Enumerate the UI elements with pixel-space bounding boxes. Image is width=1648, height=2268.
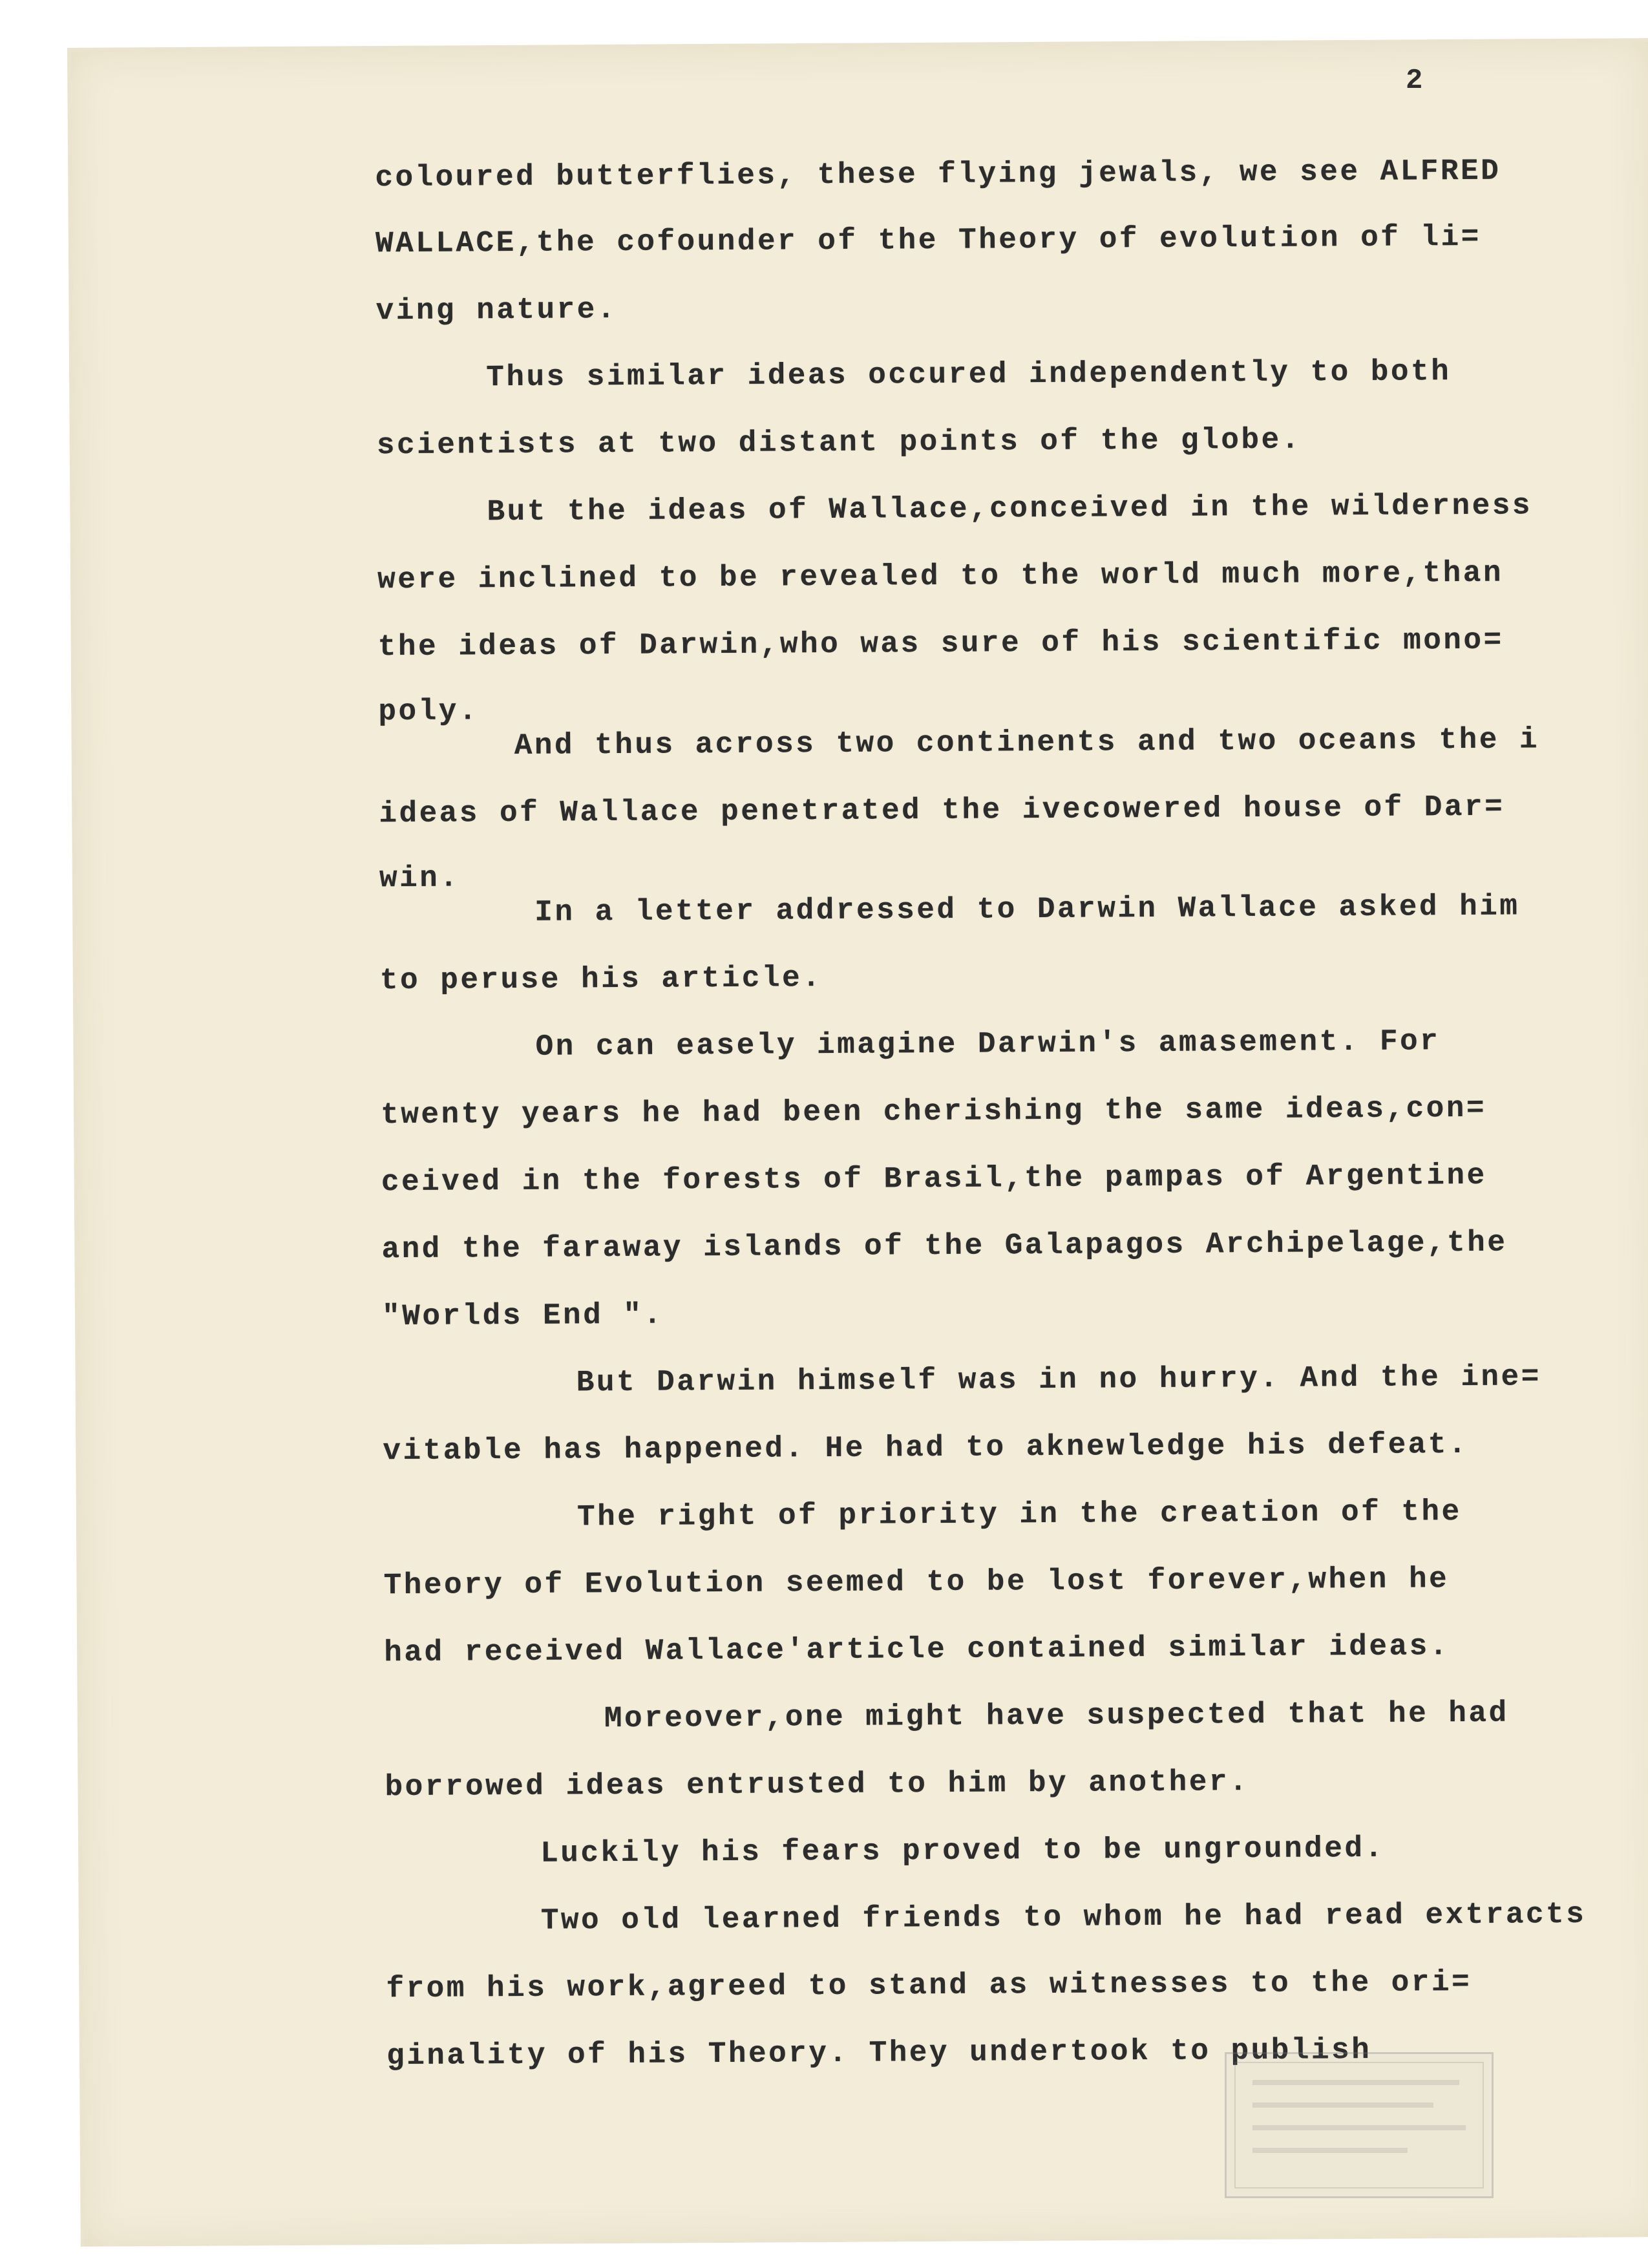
text-line: ideas of Wallace penetrated the ivecowered house of Dar= xyxy=(379,790,1505,831)
text-line: twenty years he had been cherishing the same ideas,con= xyxy=(381,1091,1487,1132)
text-line: to peruse his article. xyxy=(379,961,823,998)
text-line: Luckily his fears proved to be ungrounded. xyxy=(540,1831,1385,1871)
text-line: Theory of Evolution seemed to be lost forever,when he xyxy=(383,1562,1450,1603)
text-line: ceived in the forests of Brasil,the pampas of Argentine xyxy=(381,1158,1487,1200)
text-line: And thus across two continents and two oceans the i xyxy=(514,723,1540,763)
text-line: Moreover,one might have suspected that he had xyxy=(604,1696,1509,1736)
text-line: "Worlds End ". xyxy=(382,1298,664,1334)
text-line: poly. xyxy=(378,694,480,729)
text-line: In a letter addressed to Darwin Wallace asked him xyxy=(534,889,1520,929)
text-line: ving nature. xyxy=(375,292,618,328)
text-line: Two old learned friends to whom he had read extracts xyxy=(540,1897,1587,1938)
text-line: borrowed ideas entrusted to him by another. xyxy=(385,1765,1250,1805)
stamp-mark xyxy=(1252,2103,1433,2108)
text-line: On can easely imagine Darwin's amasement. For xyxy=(535,1024,1441,1064)
text-line: had received Wallace'article contained similar ideas. xyxy=(384,1629,1450,1670)
page-number: 2 xyxy=(1406,65,1424,97)
text-line: the ideas of Darwin,who was sure of his scientific mono= xyxy=(377,623,1504,664)
text-line: and the faraway islands of the Galapagos Archipelage,the xyxy=(381,1225,1508,1267)
stamp-mark xyxy=(1252,2125,1466,2130)
text-line: coloured butterflies, these flying jewals, we see ALFRED xyxy=(375,154,1501,195)
text-line: were inclined to be revealed to the world much more,than xyxy=(377,556,1504,597)
faded-library-stamp xyxy=(1225,2052,1494,2198)
stamp-mark xyxy=(1252,2080,1459,2085)
text-line: ginality of his Theory. They undertook to publish xyxy=(386,2033,1372,2073)
stamp-mark xyxy=(1252,2148,1408,2153)
text-line: WALLACE,the cofounder of the Theory of evolution of li= xyxy=(375,220,1481,261)
text-line: But Darwin himself was in no hurry. And the ine= xyxy=(576,1360,1541,1400)
text-line: scientists at two distant points of the globe. xyxy=(376,423,1302,463)
text-line: win. xyxy=(379,861,460,896)
text-line: Thus similar ideas occured independently to both xyxy=(486,355,1452,395)
text-line: from his work,agreed to stand as witnesses to the ori= xyxy=(386,1965,1472,2006)
text-line: The right of priority in the creation of the xyxy=(576,1495,1462,1534)
text-line: But the ideas of Wallace,conceived in the wilderness xyxy=(487,489,1533,529)
text-line: vitable has happened. He had to aknewledge his defeat. xyxy=(383,1427,1469,1468)
